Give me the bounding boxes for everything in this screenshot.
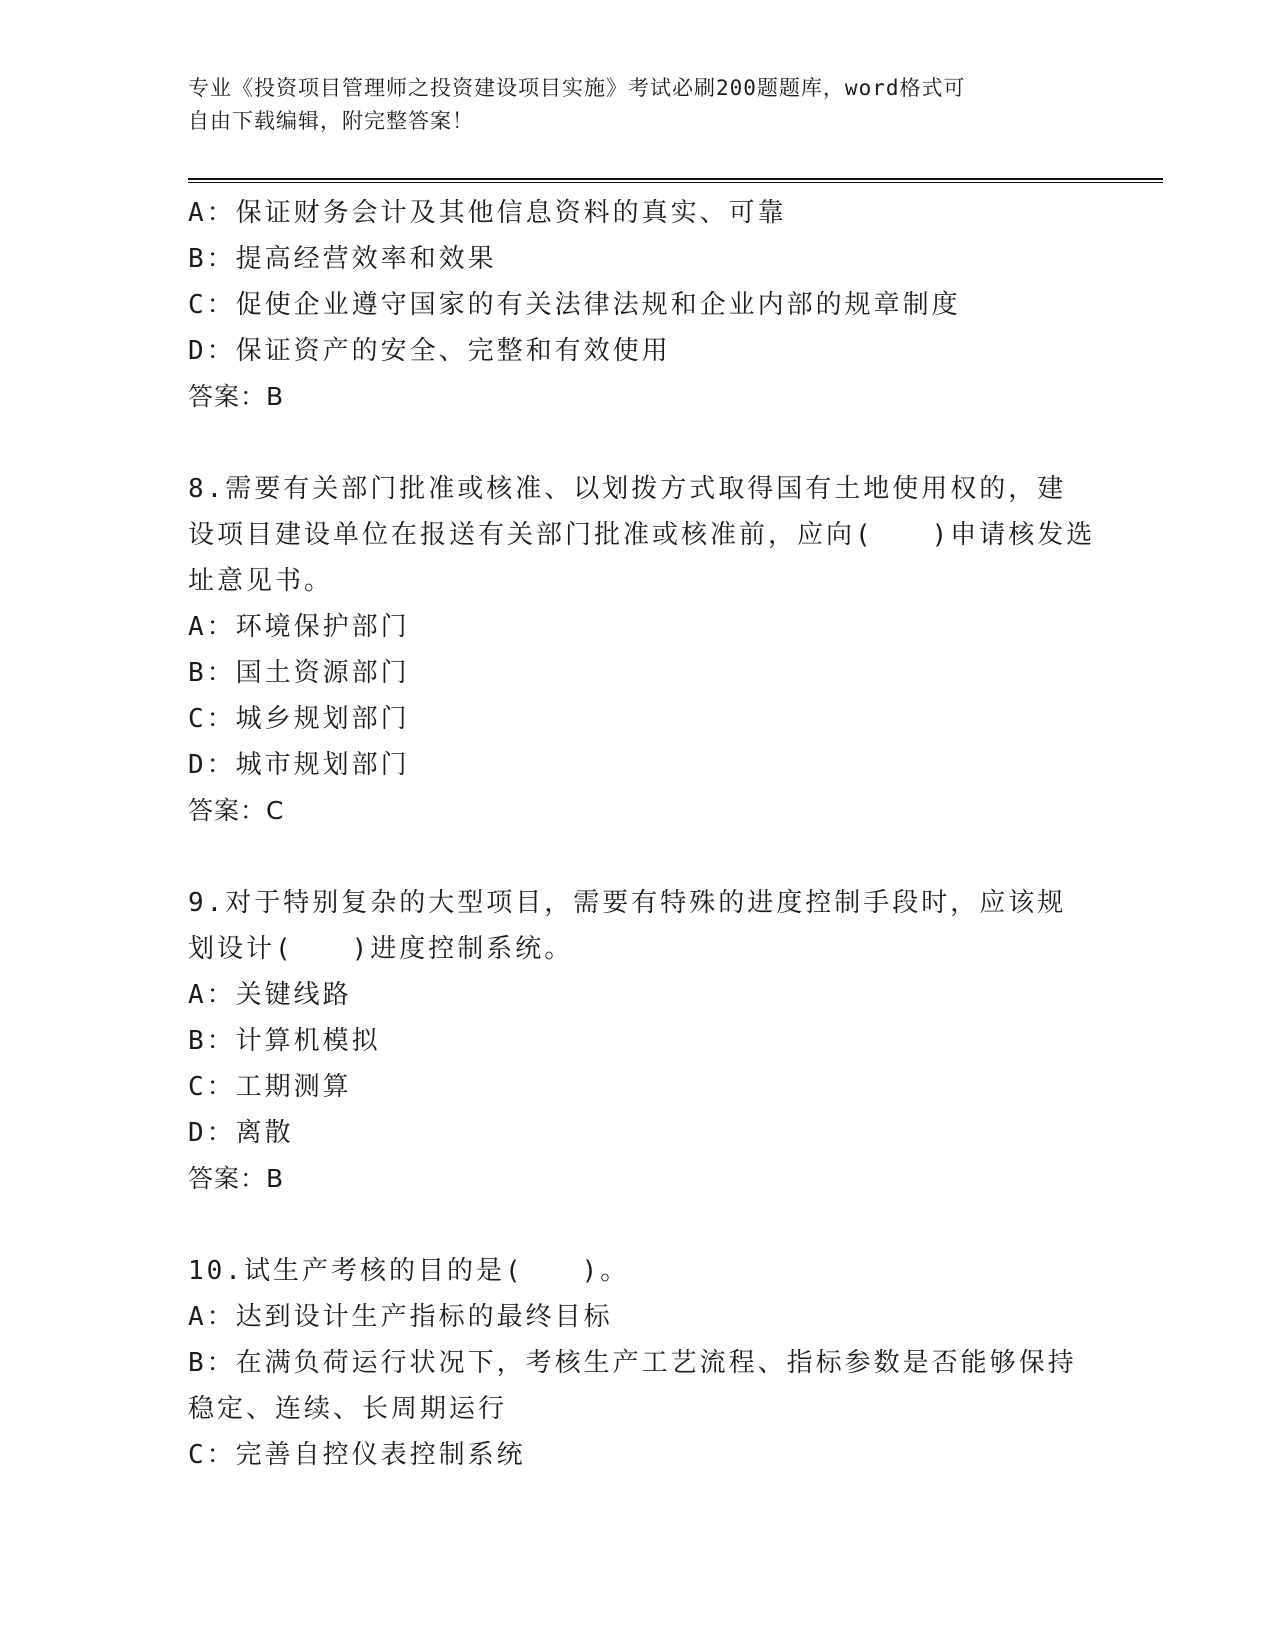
question-9	[188, 880, 1088, 1202]
option-c: C：完善自控仪表控制系统	[188, 1440, 526, 1470]
option-b: B：在满负荷运行状况下，考核生产工艺流程、指标参数是否能够保持	[188, 1348, 1077, 1378]
header-title-line-2: 自由下载编辑，附完整答案！	[188, 109, 474, 133]
question-8	[188, 466, 1096, 834]
option-a: A：达到设计生产指标的最终目标	[188, 1302, 613, 1332]
option-b: B：提高经营效率和效果	[188, 244, 497, 274]
answer-line: 答案：C	[188, 796, 285, 825]
answer-line: 答案：B	[188, 382, 285, 411]
header-divider	[188, 178, 1163, 183]
header-title-line-1: 专业《投资项目管理师之投资建设项目实施》考试必刷200题题库，word格式可	[188, 76, 966, 100]
option-b-continued: 稳定、连续、长周期运行	[188, 1394, 508, 1424]
option-c: C：城乡规划部门	[188, 704, 410, 734]
question-list	[188, 190, 1096, 1478]
option-c: C：促使企业遵守国家的有关法律法规和企业内部的规章制度	[188, 290, 961, 320]
question-stem-line: 划设计( )进度控制系统。	[188, 934, 574, 964]
question-stem-line: 设项目建设单位在报送有关部门批准或核准前，应向( )申请核发选	[188, 520, 1096, 550]
question-10	[188, 1248, 1088, 1478]
question-7	[188, 190, 1088, 420]
option-d: D：保证资产的安全、完整和有效使用	[188, 336, 671, 366]
question-stem-line: 9.对于特别复杂的大型项目，需要有特殊的进度控制手段时，应该规	[188, 888, 1067, 918]
option-a: A：环境保护部门	[188, 612, 410, 642]
spacer	[188, 1202, 1088, 1248]
spacer	[188, 420, 1088, 466]
answer-line: 答案：B	[188, 1164, 285, 1193]
option-b: B：国土资源部门	[188, 658, 410, 688]
option-a: A：保证财务会计及其他信息资料的真实、可靠	[188, 198, 787, 228]
option-b: B：计算机模拟	[188, 1026, 381, 1056]
document-header	[188, 72, 1068, 138]
option-c: C：工期测算	[188, 1072, 352, 1102]
spacer	[188, 834, 1088, 880]
option-d: D：离散	[188, 1118, 294, 1148]
option-d: D：城市规划部门	[188, 750, 410, 780]
question-stem-line: 10.试生产考核的目的是( )。	[188, 1256, 630, 1286]
option-a: A：关键线路	[188, 980, 352, 1010]
question-stem-line: 8.需要有关部门批准或核准、以划拨方式取得国有土地使用权的，建	[188, 474, 1067, 504]
question-stem-line: 址意见书。	[188, 566, 334, 596]
